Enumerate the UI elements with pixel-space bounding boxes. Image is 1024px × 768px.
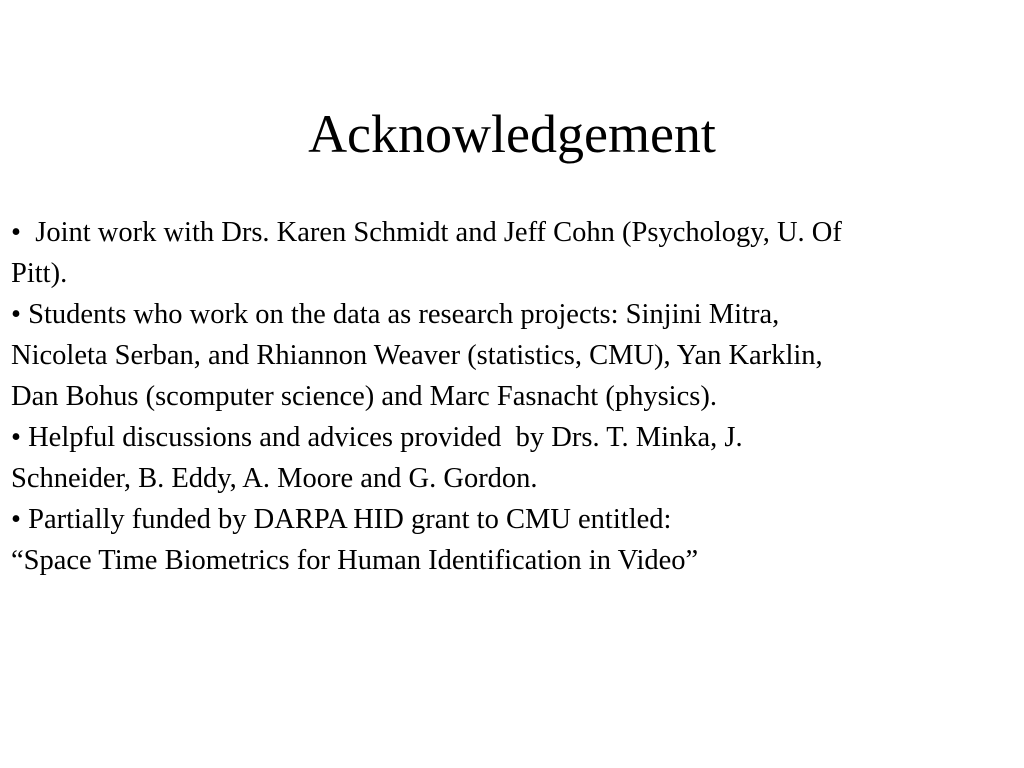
body-line: “Space Time Biometrics for Human Identification in Video”: [11, 545, 699, 576]
body-line: Pitt).: [11, 258, 68, 289]
body-line: • Helpful discussions and advices provided by Drs. T. Minka, J.: [11, 422, 743, 453]
acknowledgement-list: [11, 212, 1016, 581]
slide-title: Acknowledgement: [308, 104, 716, 164]
body-line: • Joint work with Drs. Karen Schmidt and Jeff Cohn (Psychology, U. Of: [11, 217, 842, 248]
body-line: • Students who work on the data as research projects: Sinjini Mitra,: [11, 299, 780, 330]
body-line: Nicoleta Serban, and Rhiannon Weaver (statistics, CMU), Yan Karklin,: [11, 340, 823, 371]
body-line: • Partially funded by DARPA HID grant to CMU entitled:: [11, 504, 672, 535]
body-line: Dan Bohus (scomputer science) and Marc Fasnacht (physics).: [11, 381, 717, 412]
body-line: Schneider, B. Eddy, A. Moore and G. Gordon.: [11, 463, 538, 494]
